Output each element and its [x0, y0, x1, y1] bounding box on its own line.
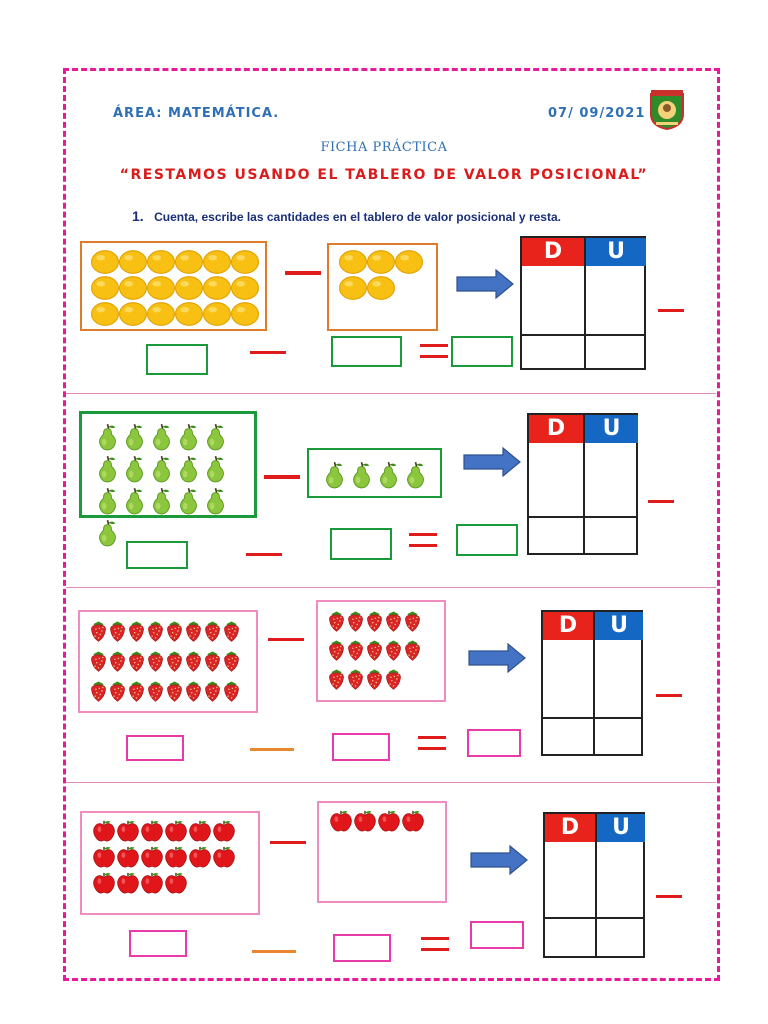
result-answer-box[interactable]	[456, 524, 518, 556]
place-value-table	[541, 610, 643, 756]
minuend-answer-box[interactable]	[129, 930, 187, 957]
orange-icon	[231, 276, 259, 300]
pear-icon	[202, 486, 229, 515]
minus-sign	[658, 309, 684, 312]
instruction-number: 1.	[132, 208, 144, 224]
strawberry-icon	[365, 607, 384, 635]
place-value-table	[520, 236, 646, 370]
strawberry-icon	[165, 647, 184, 675]
strawberry-icon	[203, 677, 222, 705]
minus-sign	[656, 895, 682, 898]
orange-icon	[203, 276, 231, 300]
pear-icon	[375, 460, 402, 489]
subtrahend-group-box	[316, 600, 446, 702]
strawberry-icon	[384, 665, 403, 693]
pear-icon	[94, 518, 121, 547]
minuend-group-box	[79, 411, 257, 518]
apple-icon	[164, 819, 188, 843]
orange-icon	[147, 302, 175, 326]
minuend-group-box	[80, 241, 267, 331]
arrow-right-icon	[463, 447, 521, 477]
place-value-table	[527, 413, 638, 555]
strawberry-icon	[384, 636, 403, 664]
arrow-right-icon	[470, 845, 528, 875]
strawberry-icon	[184, 647, 203, 675]
strawberry-icon	[127, 647, 146, 675]
tens-header: D	[529, 415, 583, 443]
strawberry-icon	[365, 665, 384, 693]
pear-icon	[94, 454, 121, 483]
apple-icon	[116, 845, 140, 869]
result-answer-box[interactable]	[451, 336, 513, 367]
equals-sign	[420, 344, 448, 358]
subtrahend-group-box	[307, 448, 442, 498]
orange-icon	[91, 302, 119, 326]
tens-header: D	[543, 612, 593, 640]
strawberry-icon	[108, 677, 127, 705]
apple-icon	[92, 819, 116, 843]
pear-icon	[148, 486, 175, 515]
strawberry-icon	[403, 607, 422, 635]
pear-icon	[94, 422, 121, 451]
tens-count-cell[interactable]	[522, 266, 584, 334]
strawberry-icon	[203, 617, 222, 645]
orange-icon	[91, 250, 119, 274]
strawberry-icon	[127, 617, 146, 645]
pear-icon	[202, 422, 229, 451]
minuend-group-box	[78, 610, 258, 713]
minuend-answer-box[interactable]	[146, 344, 208, 375]
instruction-text: Cuenta, escribe las cantidades en el tablero de valor posicional y resta.	[154, 210, 561, 224]
tens-count-cell[interactable]	[543, 640, 593, 717]
apple-icon	[164, 871, 188, 895]
orange-icon	[395, 250, 423, 274]
apple-icon	[116, 819, 140, 843]
minus-sign	[250, 748, 294, 751]
arrow-right-icon	[468, 643, 526, 673]
strawberry-icon	[165, 617, 184, 645]
strawberry-icon	[365, 636, 384, 664]
tens-header: D	[522, 238, 584, 266]
units-header: U	[585, 415, 638, 443]
pear-icon	[148, 454, 175, 483]
minus-sign	[250, 351, 286, 354]
orange-icon	[175, 276, 203, 300]
orange-icon	[231, 250, 259, 274]
strawberry-icon	[403, 636, 422, 664]
subtrahend-answer-box[interactable]	[331, 336, 402, 367]
apple-icon	[329, 809, 353, 833]
pear-icon	[121, 422, 148, 451]
pear-icon	[321, 460, 348, 489]
apple-icon	[140, 845, 164, 869]
section-divider	[66, 587, 716, 588]
apple-icon	[140, 871, 164, 895]
equals-sign	[409, 533, 437, 547]
result-answer-box[interactable]	[470, 921, 524, 949]
apple-icon	[116, 871, 140, 895]
tens-header: D	[545, 814, 595, 842]
strawberry-icon	[146, 677, 165, 705]
worksheet-subtitle: FICHA PRÁCTICA	[320, 140, 448, 155]
pear-icon	[121, 486, 148, 515]
tens-count-cell[interactable]	[529, 443, 583, 516]
subtrahend-answer-box[interactable]	[332, 733, 390, 761]
units-count-cell[interactable]	[586, 266, 646, 334]
orange-icon	[367, 250, 395, 274]
pear-icon	[402, 460, 429, 489]
strawberry-icon	[203, 647, 222, 675]
section-divider	[66, 782, 716, 783]
strawberry-icon	[165, 677, 184, 705]
strawberry-icon	[89, 647, 108, 675]
apple-icon	[164, 845, 188, 869]
apple-icon	[188, 845, 212, 869]
strawberry-icon	[384, 607, 403, 635]
minuend-group-box	[80, 811, 260, 915]
minus-sign	[252, 950, 296, 953]
school-crest-icon	[647, 88, 687, 130]
units-header: U	[586, 238, 646, 266]
orange-icon	[203, 302, 231, 326]
strawberry-icon	[146, 647, 165, 675]
strawberry-icon	[127, 677, 146, 705]
apple-icon	[188, 819, 212, 843]
pear-icon	[121, 454, 148, 483]
units-header: U	[595, 612, 643, 640]
orange-icon	[175, 302, 203, 326]
pear-icon	[175, 422, 202, 451]
pear-icon	[348, 460, 375, 489]
orange-icon	[367, 276, 395, 300]
pear-icon	[202, 454, 229, 483]
orange-icon	[339, 250, 367, 274]
apple-icon	[377, 809, 401, 833]
strawberry-icon	[222, 617, 241, 645]
minus-sign	[285, 271, 321, 275]
subtrahend-group-box	[317, 801, 447, 903]
orange-icon	[231, 302, 259, 326]
strawberry-icon	[222, 677, 241, 705]
area-label: ÁREA: MATEMÁTICA.	[113, 106, 280, 121]
orange-icon	[119, 250, 147, 274]
strawberry-icon	[222, 647, 241, 675]
pear-icon	[175, 486, 202, 515]
units-header: U	[597, 814, 645, 842]
equals-sign	[418, 736, 446, 750]
apple-icon	[92, 871, 116, 895]
strawberry-icon	[346, 665, 365, 693]
strawberry-icon	[327, 607, 346, 635]
orange-icon	[339, 276, 367, 300]
strawberry-icon	[327, 636, 346, 664]
strawberry-icon	[146, 617, 165, 645]
strawberry-icon	[346, 607, 365, 635]
strawberry-icon	[184, 677, 203, 705]
strawberry-icon	[346, 636, 365, 664]
apple-icon	[401, 809, 425, 833]
apple-icon	[212, 845, 236, 869]
strawberry-icon	[108, 617, 127, 645]
orange-icon	[147, 250, 175, 274]
equals-sign	[421, 937, 449, 951]
strawberry-icon	[89, 617, 108, 645]
minus-sign	[648, 500, 674, 503]
minuend-answer-box[interactable]	[126, 735, 184, 761]
result-answer-box[interactable]	[467, 729, 521, 757]
minus-sign	[270, 841, 306, 844]
subtrahend-group-box	[327, 243, 438, 331]
subtrahend-answer-box[interactable]	[333, 934, 391, 962]
strawberry-icon	[108, 647, 127, 675]
minus-sign	[268, 638, 304, 641]
pear-icon	[94, 486, 121, 515]
strawberry-icon	[327, 665, 346, 693]
orange-icon	[203, 250, 231, 274]
orange-icon	[175, 250, 203, 274]
minus-sign	[656, 694, 682, 697]
strawberry-icon	[89, 677, 108, 705]
apple-icon	[92, 845, 116, 869]
tens-count-cell[interactable]	[545, 842, 595, 917]
place-value-table	[543, 812, 645, 958]
apple-icon	[353, 809, 377, 833]
pear-icon	[175, 454, 202, 483]
date-label: 07/ 09/2021	[548, 106, 646, 121]
orange-icon	[147, 276, 175, 300]
strawberry-icon	[184, 617, 203, 645]
pear-icon	[148, 422, 175, 451]
units-count-cell[interactable]	[595, 640, 643, 717]
arrow-right-icon	[456, 269, 514, 299]
instruction	[132, 208, 561, 226]
minus-sign	[246, 553, 282, 556]
section-divider	[66, 393, 716, 394]
apple-icon	[140, 819, 164, 843]
minus-sign	[264, 475, 300, 479]
units-count-cell[interactable]	[585, 443, 638, 516]
worksheet-title: “RESTAMOS USANDO EL TABLERO DE VALOR POSICIONAL”	[119, 167, 649, 183]
orange-icon	[119, 302, 147, 326]
orange-icon	[91, 276, 119, 300]
minuend-answer-box[interactable]	[126, 541, 188, 569]
subtrahend-answer-box[interactable]	[330, 528, 392, 560]
apple-icon	[212, 819, 236, 843]
units-count-cell[interactable]	[597, 842, 645, 917]
orange-icon	[119, 276, 147, 300]
